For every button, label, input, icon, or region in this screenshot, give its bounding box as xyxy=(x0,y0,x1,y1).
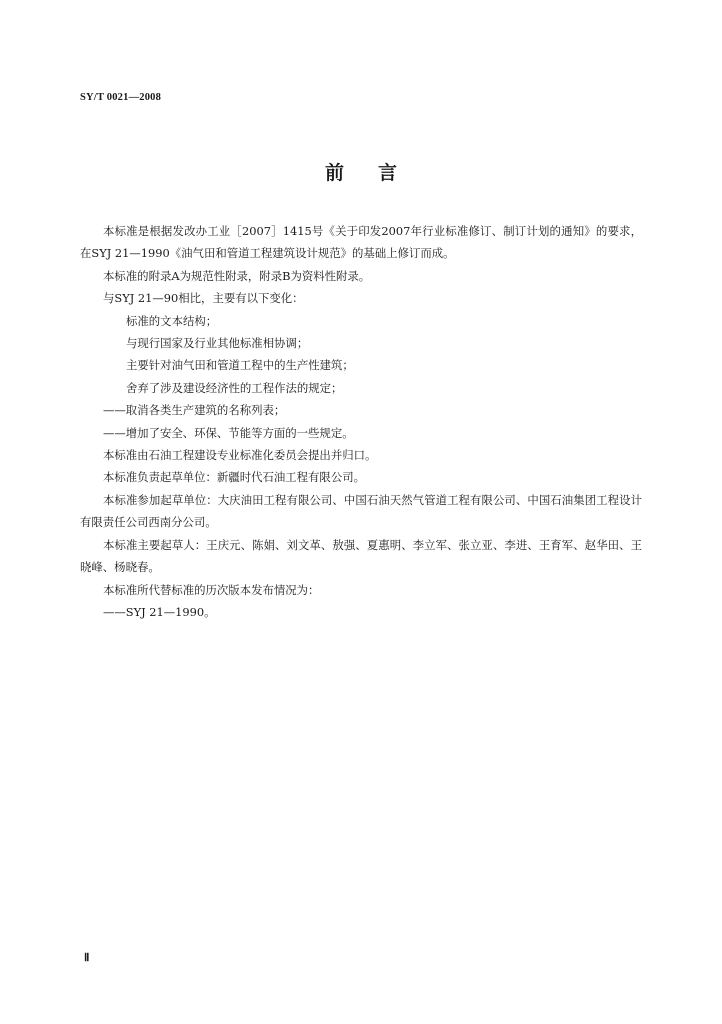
paragraph-lead-drafter: 本标准负责起草单位：新疆时代石油工程有限公司。 xyxy=(103,470,365,485)
paragraph-history-intro: 本标准所代替标准的历次版本发布情况为： xyxy=(103,582,320,597)
paragraph-proposer: 本标准由石油工程建设专业标准化委员会提出并归口。 xyxy=(103,448,377,463)
change-item: 主要针对油气田和管道工程中的生产性建筑； xyxy=(126,358,354,373)
change-item: ——增加了安全、环保、节能等方面的一些规定。 xyxy=(103,425,354,440)
change-item: ——取消各类生产建筑的名称列表； xyxy=(103,403,286,418)
change-item: 标准的文本结构； xyxy=(126,313,218,328)
paragraph-basis: 本标准是根据发改办工业［2007］1415号《关于印发2007年行业标准修订、制订计划的通知》的要求，在SYJ 21—1990《油气田和管道工程建筑设计规范》的基础上修订而成。 xyxy=(80,224,642,261)
change-item: 舍弃了涉及建设经济性的工程作法的规定； xyxy=(126,380,343,395)
page-title: 前言 xyxy=(324,162,431,184)
paragraph-appendix: 本标准的附录A为规范性附录，附录B为资料性附录。 xyxy=(103,268,371,283)
paragraph-changes-intro: 与SYJ 21—90相比，主要有以下变化： xyxy=(103,291,304,306)
paragraph-history-item: ——SYJ 21—1990。 xyxy=(103,604,216,619)
change-item: 与现行国家及行业其他标准相协调； xyxy=(126,336,309,351)
preface-body xyxy=(80,220,642,623)
page-number: Ⅱ xyxy=(84,952,90,964)
document-code: SY/T 0021—2008 xyxy=(80,92,162,103)
paragraph-participating-drafters: 本标准参加起草单位：大庆油田工程有限公司、中国石油天然气管道工程有限公司、中国石油集团工程设计有限责任公司西南分公司。 xyxy=(80,492,642,530)
paragraph-main-drafters: 本标准主要起草人：王庆元、陈娟、刘文革、敖强、夏惠明、李立军、张立亚、李进、王育军、赵华田、王晓峰、杨晓春。 xyxy=(80,537,642,575)
